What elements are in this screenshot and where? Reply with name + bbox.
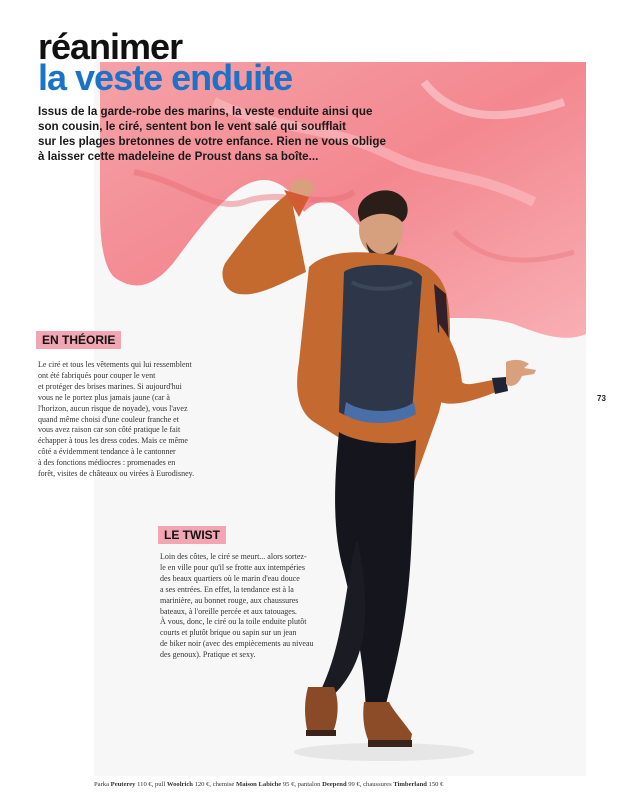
credit-text: 99 €, chaussures <box>346 781 394 788</box>
body-line: quand même choisi d'une couleur franche et <box>38 414 179 424</box>
page-number: 73 <box>597 394 606 403</box>
body-line: courts et plutôt brique ou sapin sur un jean <box>160 628 297 638</box>
body-line: de biker noir (avec des empiècements au niveau <box>160 639 314 649</box>
body-line: des beaux quartiers où le marin d'eau douce <box>160 573 300 583</box>
credit-brand: Peuterey <box>110 781 136 788</box>
credit-brand: Deepend <box>322 781 347 788</box>
section-title-twist: LE TWIST <box>158 526 226 544</box>
body-line: vous avez raison car son côté pratique le fait <box>38 425 181 435</box>
lead-line: Issus de la garde-robe des marins, la veste enduite ainsi que <box>38 105 373 118</box>
lead-line: son cousin, le ciré, sentent bon le vent salé qui soufflait <box>38 120 346 133</box>
clothing-credits <box>94 781 443 788</box>
section-title-theory: EN THÉORIE <box>36 331 121 349</box>
lead-line: sur les plages bretonnes de votre enfance. Rien ne vous oblige <box>38 135 386 148</box>
body-line: côté a évidemment tendance à le cantonner <box>38 447 176 457</box>
body-line: Le ciré et tous les vêtements qui lui ressemblent <box>38 360 192 369</box>
credit-text: 120 €, chemise <box>192 781 236 788</box>
headline-line-1: réanimer <box>38 26 183 67</box>
body-line: le en ville pour qu'il se frotte aux intempéries <box>160 562 305 572</box>
right-boot <box>363 702 412 744</box>
body-line: a ses entrées. En effet, la tendance est à la <box>160 584 294 594</box>
twist-body <box>160 552 314 661</box>
body-line: marinière, au bonnet rouge, aux chaussures <box>160 595 299 605</box>
body-line: vous ne le portez plus jamais jaune (car à <box>38 392 170 402</box>
credit-text: 110 €, pull <box>135 781 167 788</box>
jacket-raised-arm <box>222 192 306 294</box>
body-line: À vous, donc, le ciré ou la toile enduite plutôt <box>160 617 307 627</box>
credit-brand: Woolrich <box>166 781 193 788</box>
credit-text: 150 € <box>426 781 444 788</box>
credit-text: Parka <box>94 781 111 788</box>
credit-brand: Timberland <box>393 781 427 788</box>
credit-text: 95 €, pantalon <box>281 781 323 788</box>
body-line: à des fonctions médiocres : promenades en <box>38 458 176 468</box>
lead-paragraph <box>38 104 408 164</box>
credit-brand: Maison Labiche <box>235 781 282 788</box>
body-line: Loin des côtes, le ciré se meurt... alors sortez- <box>160 552 307 561</box>
body-line: forêt, visites de châteaux ou virées à Eurodisney. <box>38 469 195 479</box>
body-line: des genoux). Pratique et sexy. <box>160 650 256 660</box>
right-hand <box>506 360 536 386</box>
body-line: et protéger des brises marines. Si aujourd'hui <box>38 381 182 391</box>
lead-line: à laisser cette madeleine de Proust dans sa boîte... <box>38 150 319 163</box>
body-line: échapper à tous les dress codes. Mais ce même <box>38 436 188 446</box>
body-line: l'horizon, aucun risque de noyade), vous l'avez <box>38 403 188 413</box>
headline-line-2: la veste enduite <box>38 57 293 98</box>
body-line: bateaux, à l'oreille percée et aux tatouages. <box>160 606 297 616</box>
left-boot <box>305 687 338 734</box>
theory-body <box>38 360 194 480</box>
body-line: ont été fabriqués pour couper le vent <box>38 370 156 380</box>
